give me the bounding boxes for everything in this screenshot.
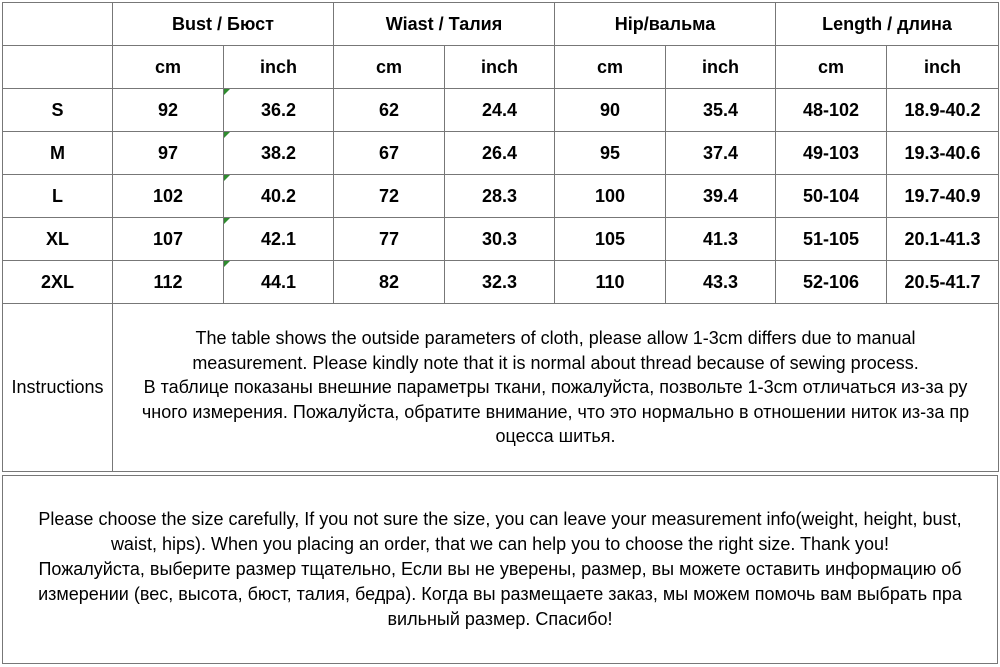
instructions-label: Instructions [3, 304, 113, 472]
size-label: 2XL [3, 261, 113, 304]
unit-inch: inch [887, 46, 999, 89]
waist-cm: 82 [334, 261, 445, 304]
length-cm: 50-104 [776, 175, 887, 218]
size-table [2, 2, 999, 472]
hip-inch: 43.3 [666, 261, 776, 304]
waist-inch: 30.3 [445, 218, 555, 261]
length-cm: 52-106 [776, 261, 887, 304]
table-row [3, 132, 999, 175]
header-waist: Wiast / Талия [334, 3, 555, 46]
header-hip: Hip/вальма [555, 3, 776, 46]
unit-cm: cm [776, 46, 887, 89]
length-inch: 19.7-40.9 [887, 175, 999, 218]
waist-cm: 77 [334, 218, 445, 261]
cell-marker-icon [224, 261, 230, 267]
bust-inch: 40.2 [224, 175, 334, 218]
table-row [3, 261, 999, 304]
bust-cm: 112 [113, 261, 224, 304]
hip-inch: 41.3 [666, 218, 776, 261]
waist-inch: 24.4 [445, 89, 555, 132]
header-row-groups [3, 3, 999, 46]
unit-inch: inch [224, 46, 334, 89]
instructions-text [113, 304, 999, 472]
instructions-line: В таблице показаны внешние параметры ткани, пожалуйста, позвольте 1-3cm отличаться из-за ру [143, 377, 968, 398]
size-label: M [3, 132, 113, 175]
waist-inch: 28.3 [445, 175, 555, 218]
size-advice-box [2, 475, 998, 664]
waist-inch: 26.4 [445, 132, 555, 175]
length-cm: 51-105 [776, 218, 887, 261]
size-advice-text [3, 507, 997, 632]
size-chart [2, 2, 998, 664]
corner-cell [3, 3, 113, 46]
length-cm: 49-103 [776, 132, 887, 175]
advice-line: вильный размер. Спасибо! [387, 609, 613, 629]
bust-cm: 107 [113, 218, 224, 261]
waist-inch: 32.3 [445, 261, 555, 304]
instructions-line: The table shows the outside parameters of cloth, please allow 1-3cm differs due to manual [195, 328, 916, 349]
length-inch: 20.5-41.7 [887, 261, 999, 304]
advice-line: Please choose the size carefully, If you not sure the size, you can leave your measurement info(weight, height, bust, [38, 509, 962, 529]
unit-inch: inch [666, 46, 776, 89]
length-inch: 20.1-41.3 [887, 218, 999, 261]
bust-inch: 36.2 [224, 89, 334, 132]
hip-cm: 100 [555, 175, 666, 218]
waist-cm: 67 [334, 132, 445, 175]
bust-cm: 97 [113, 132, 224, 175]
header-length: Length / длина [776, 3, 999, 46]
instructions-line: чного измерения. Пожалуйста, обратите внимание, что это нормально в отношении ниток из-за пр [141, 401, 970, 422]
instructions-line: measurement. Please kindly note that it is normal about thread because of sewing process. [192, 352, 919, 373]
hip-cm: 95 [555, 132, 666, 175]
bust-inch: 42.1 [224, 218, 334, 261]
advice-line: Пожалуйста, выберите размер тщательно, Если вы не уверены, размер, вы можете оставить информацию об [38, 559, 962, 579]
header-row-units [3, 46, 999, 89]
instructions-row [3, 304, 999, 472]
cell-marker-icon [224, 218, 230, 224]
length-inch: 19.3-40.6 [887, 132, 999, 175]
instructions-line: оцесса шитья. [495, 426, 616, 447]
cell-marker-icon [224, 175, 230, 181]
table-row [3, 175, 999, 218]
hip-inch: 35.4 [666, 89, 776, 132]
size-label: S [3, 89, 113, 132]
unit-cm: cm [555, 46, 666, 89]
hip-inch: 37.4 [666, 132, 776, 175]
hip-inch: 39.4 [666, 175, 776, 218]
bust-inch: 38.2 [224, 132, 334, 175]
corner-cell-2 [3, 46, 113, 89]
hip-cm: 90 [555, 89, 666, 132]
cell-marker-icon [224, 132, 230, 138]
table-row [3, 218, 999, 261]
unit-cm: cm [113, 46, 224, 89]
unit-cm: cm [334, 46, 445, 89]
unit-inch: inch [445, 46, 555, 89]
size-label: XL [3, 218, 113, 261]
cell-marker-icon [224, 89, 230, 95]
hip-cm: 110 [555, 261, 666, 304]
hip-cm: 105 [555, 218, 666, 261]
bust-inch: 44.1 [224, 261, 334, 304]
length-inch: 18.9-40.2 [887, 89, 999, 132]
header-bust: Bust / Бюст [113, 3, 334, 46]
bust-cm: 102 [113, 175, 224, 218]
waist-cm: 72 [334, 175, 445, 218]
advice-line: waist, hips). When you placing an order, that we can help you to choose the right size. Thank you! [110, 534, 890, 554]
length-cm: 48-102 [776, 89, 887, 132]
size-label: L [3, 175, 113, 218]
advice-line: измерении (вес, высота, бюст, талия, бедра). Когда вы размещаете заказ, мы можем помочь вам выбрать пра [38, 584, 962, 604]
bust-cm: 92 [113, 89, 224, 132]
waist-cm: 62 [334, 89, 445, 132]
table-row [3, 89, 999, 132]
